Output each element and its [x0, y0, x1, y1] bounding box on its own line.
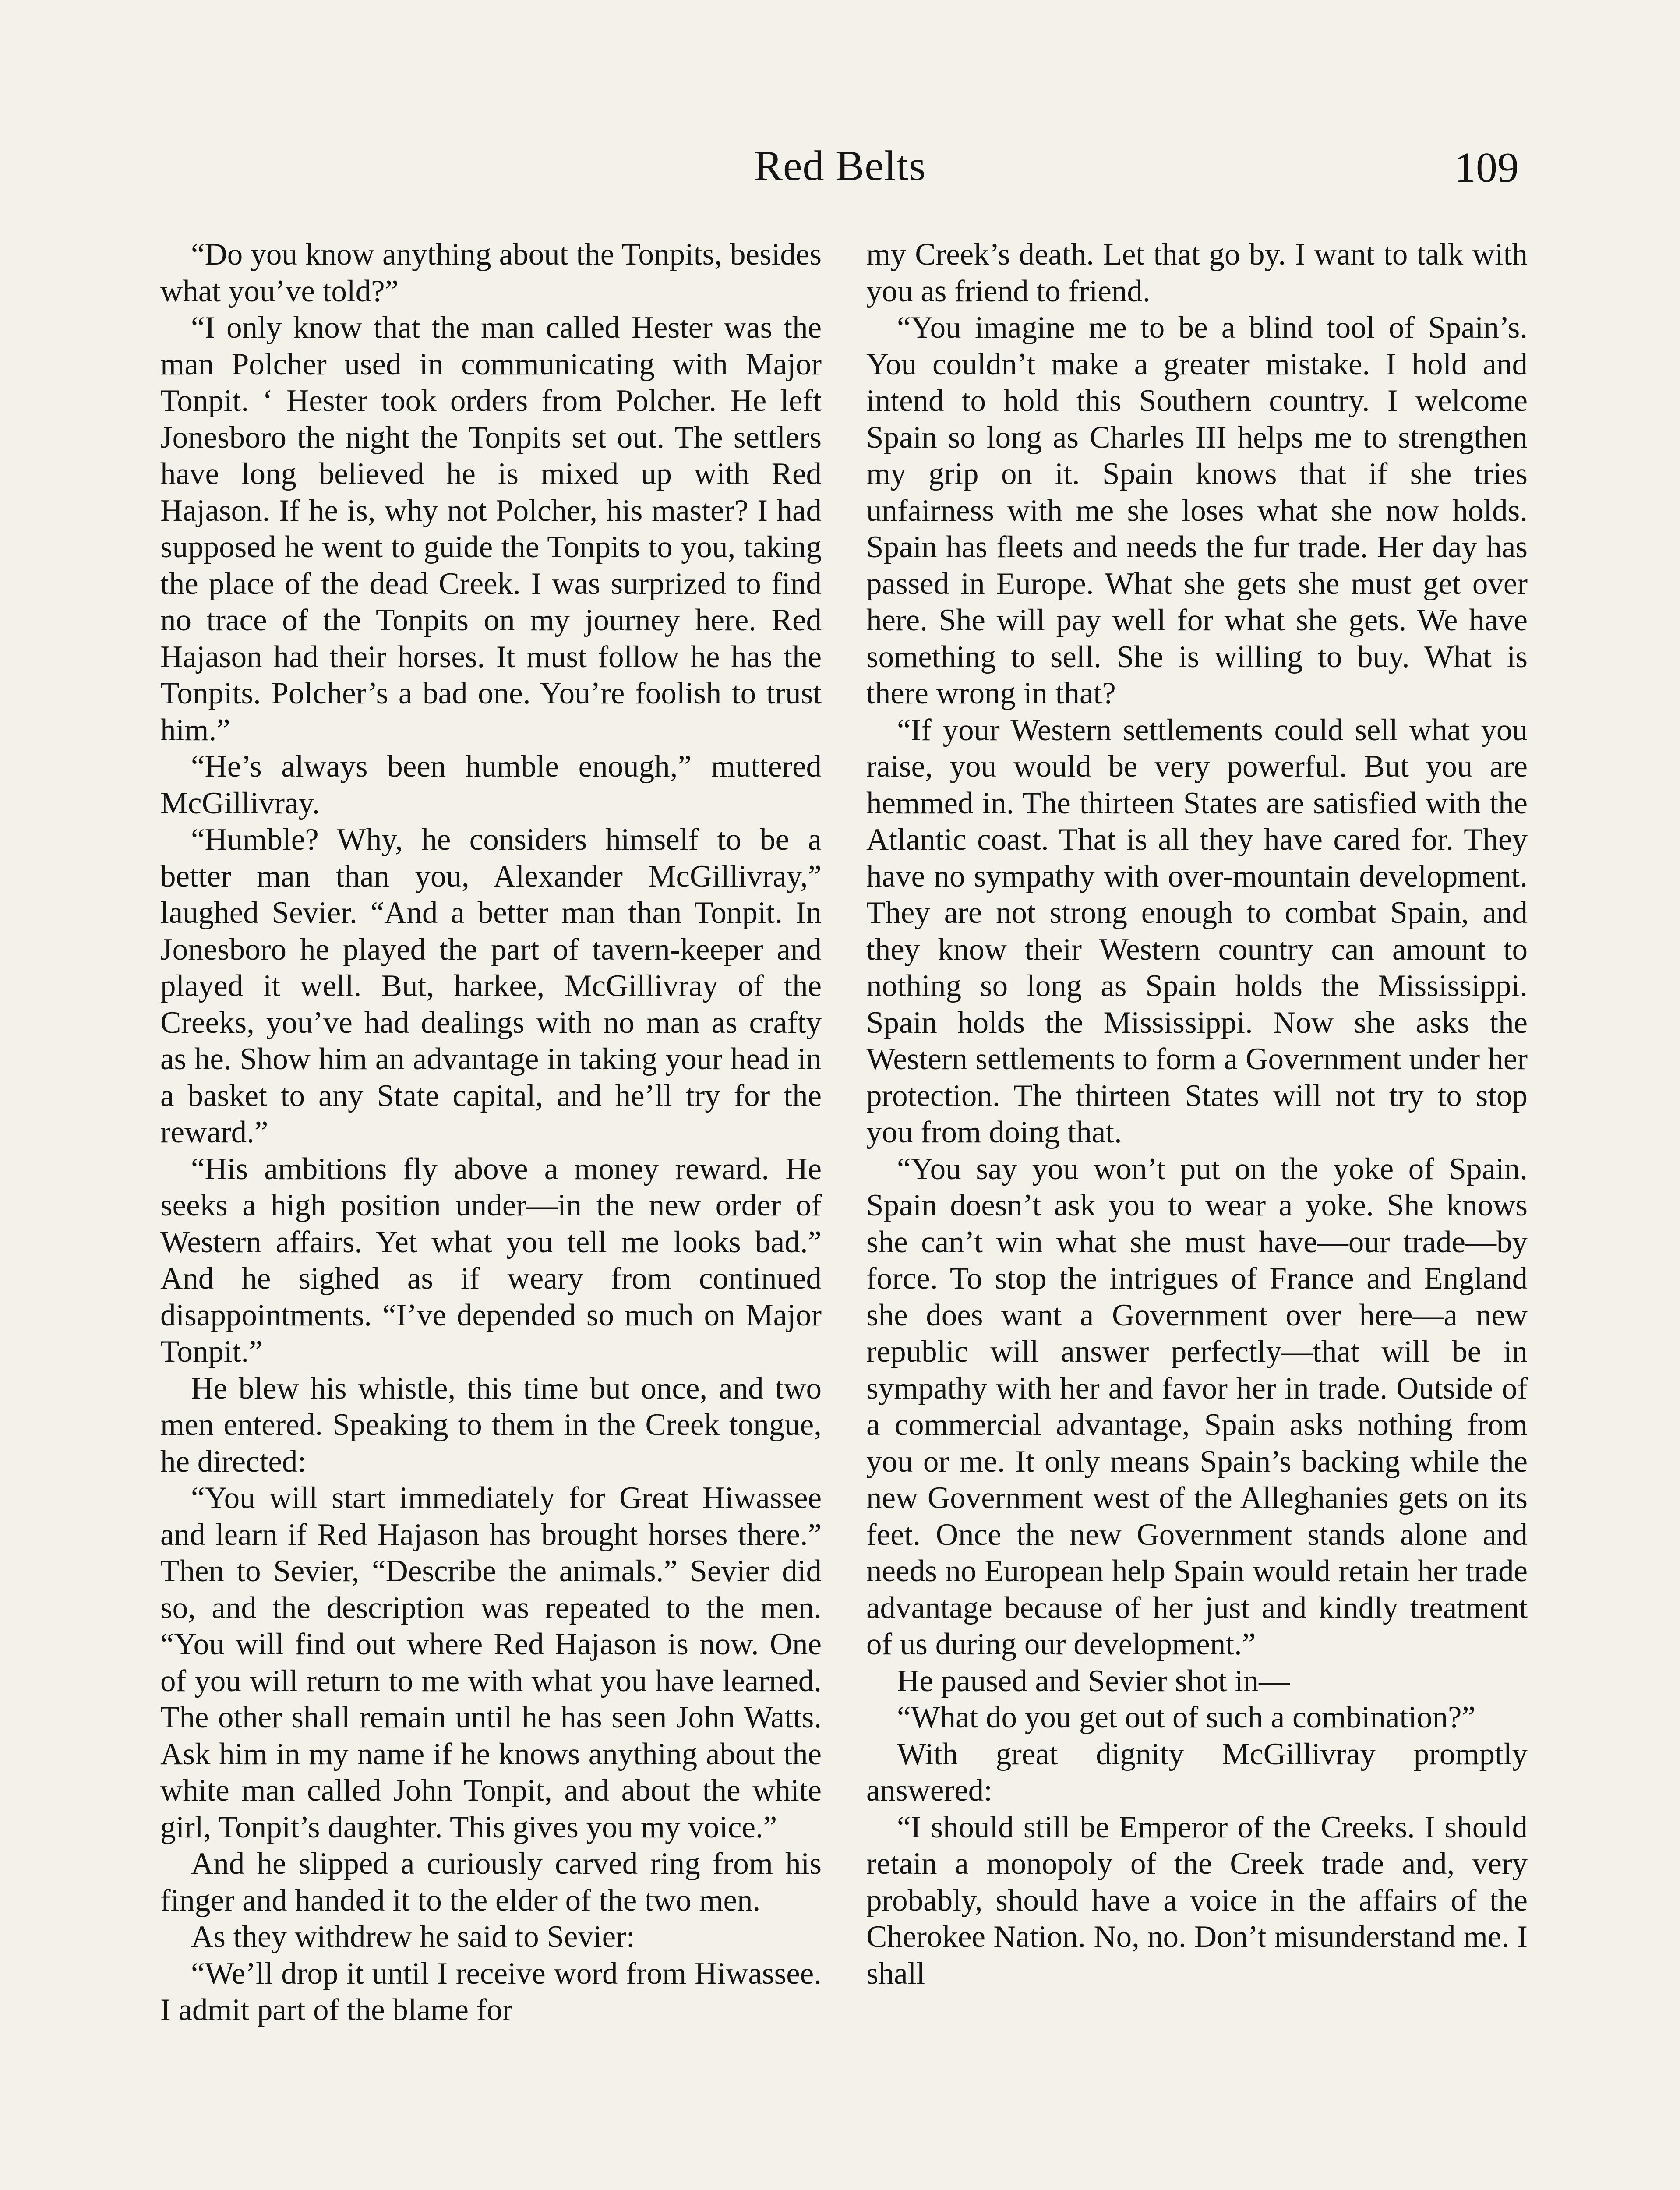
left-column-paragraph: “We’ll drop it until I receive word from Hiwassee. I admit part of the blame for — [160, 1956, 822, 2027]
right-column-paragraph: “What do you get out of such a combination?” — [897, 1700, 1475, 1734]
right-column — [866, 237, 1528, 1992]
left-column-paragraph: “Do you know anything about the Tonpits, besides what you’ve told?” — [160, 237, 822, 308]
left-column-paragraph: “I only know that the man called Hester was the man Polcher used in communicating with Major Tonpit. ‘ Hester took orders from Polcher. He left Jonesboro the night the Tonpits set out. The settlers have long believed he is mixed up with Red Hajason. If he is, why not Polcher, his master? I had supposed he went to guide the Tonpits to you, taking the place of the dead Creek. I was surprized to find no trace of the Tonpits on my journey here. Red Hajason had their horses. It must follow he has the Tonpits. Polcher’s a bad one. You’re foolish to trust him.” — [160, 311, 822, 747]
left-column — [160, 237, 822, 2029]
right-column-paragraph: He paused and Sevier shot in— — [897, 1664, 1290, 1698]
right-column-paragraph: my Creek’s death. Let that go by. I want to talk with you as friend to friend. — [866, 237, 1528, 308]
right-column-paragraph: “You imagine me to be a blind tool of Spain’s. You couldn’t make a greater mistake. I hold and intend to hold this Southern country. I welcome Spain so long as Charles III helps me to strengthen my grip on it. Spain knows that if she tries unfairness with me she loses what she now holds. Spain has fleets and needs the fur trade. Her day has passed in Europe. What she gets she must get over here. She will pay well for what she gets. We have something to sell. She is willing to buy. What is there wrong in that? — [866, 311, 1528, 710]
left-column-paragraph: As they withdrew he said to Sevier: — [191, 1920, 635, 1954]
running-header: Red Belts — [754, 142, 926, 190]
left-column-paragraph: And he slipped a curiously carved ring from his finger and handed it to the elder of the two men. — [160, 1847, 822, 1918]
left-column-paragraph: “Humble? Why, he considers himself to be a better man than you, Alexander McGillivray,” laughed Sevier. “And a better man than Tonpit. In Jonesboro he played the part of tavern-keeper and played it well. But, harkee, McGillivray of the Creeks, you’ve had dealings with no man as crafty as he. Show him an advantage in taking your head in a basket to any State capital, and he’ll try for the reward.” — [160, 823, 822, 1149]
left-column-paragraph: “His ambitions fly above a money reward. He seeks a high position under—in the new order of Western affairs. Yet what you tell me looks bad.” And he sighed as if weary from continued disappointments. “I’ve depended so much on Major Tonpit.” — [160, 1152, 822, 1369]
right-column-paragraph: “You say you won’t put on the yoke of Spain. Spain doesn’t ask you to wear a yoke. She knows she can’t win what she must have—our trade—by force. To stop the intrigues of France and England she does want a Government over here—a new republic will answer perfectly—that will be in sympathy with her and favor her in trade. Outside of a commercial advantage, Spain asks nothing from you or me. It only means Spain’s backing while the new Government west of the Alleghanies gets on its feet. Once the new Government stands alone and needs no European help Spain would retain her trade advantage because of her just and kindly treatment of us during our development.” — [866, 1152, 1528, 1661]
right-column-paragraph: “If your Western settlements could sell what you raise, you would be very powerful. But you are hemmed in. The thirteen States are satisfied with the Atlantic coast. That is all they have cared for. They have no sympathy with over-mountain development. They are not strong enough to combat Spain, and they know their Western country can amount to nothing so long as Spain holds the Mississippi. Spain holds the Mississippi. Now she asks the Western settlements to form a Government under her protection. The thirteen States will not try to stop you from doing that. — [866, 713, 1528, 1149]
left-column-paragraph: “You will start immediately for Great Hiwassee and learn if Red Hajason has brought horses there.” Then to Sevier, “Describe the animals.” Sevier did so, and the description was repeated to the men. “You will find out where Red Hajason is now. One of you will return to me with what you have learned. The other shall remain until he has seen John Watts. Ask him in my name if he knows anything about the white man called John Tonpit, and about the white girl, Tonpit’s daughter. This gives you my voice.” — [160, 1481, 822, 1844]
left-column-paragraph: “He’s always been humble enough,” muttered McGillivray. — [160, 749, 822, 820]
left-column-paragraph: He blew his whistle, this time but once, and two men entered. Speaking to them in the Creek tongue, he directed: — [160, 1371, 822, 1479]
right-column-paragraph: “I should still be Emperor of the Creeks. I should retain a monopoly of the Creek trade and, very probably, should have a voice in the affairs of the Cherokee Nation. No, no. Don’t misunderstand me. I shall — [866, 1810, 1528, 1991]
right-column-paragraph: With great dignity McGillivray promptly answered: — [866, 1737, 1528, 1808]
page-number: 109 — [1454, 144, 1519, 191]
